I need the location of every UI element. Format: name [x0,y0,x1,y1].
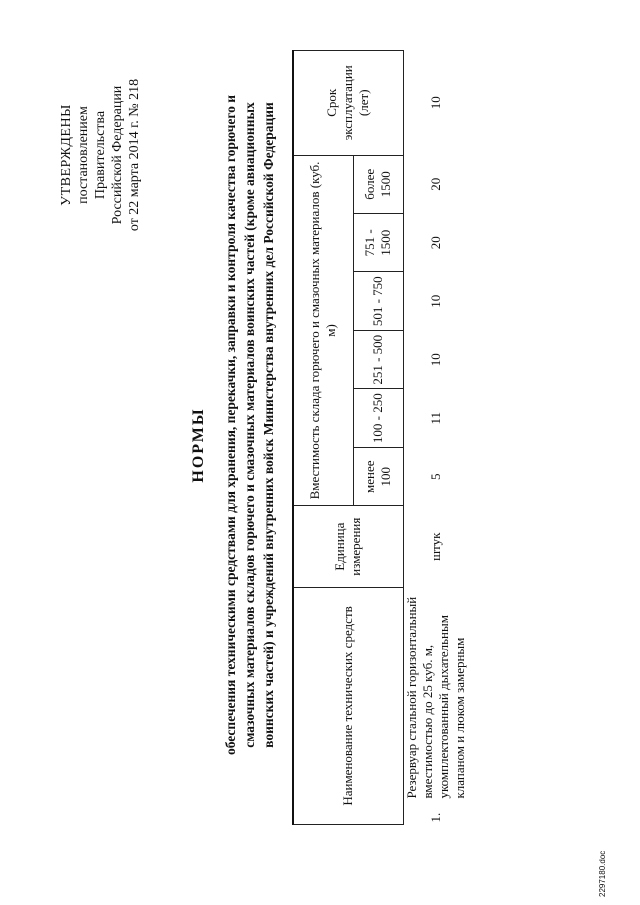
subtitle-line-1: обеспечения техническими средствами для хранения, перекачки, заправки и контроля качества горючего и [223,94,238,756]
row-term: 10 [427,96,443,110]
capacity-col-5: 751 - 1500 [353,214,403,272]
approval-line-1: постановлением Правительства [76,106,108,204]
document-heading: НОРМЫ [190,407,207,483]
capacity-col-1: менее 100 [353,447,403,505]
row-name: Резервуар стальной горизонтальный вместимостью до 25 куб. м, укомплектованный дыхательным клапаном и люком замерным [403,596,467,799]
capacity-col-6: более 1500 [353,155,403,213]
header-name: Наименование технических средств [293,587,403,824]
approval-line-3: от 22 марта 2014 г. № 218 [127,78,142,232]
row-value-5: 20 [427,236,443,250]
approval-line-2: Российской Федерации [110,85,125,225]
capacity-col-4: 501 - 750 [353,272,403,330]
row-value-2: 11 [427,411,443,425]
document-subtitle [221,75,278,775]
row-value-1: 5 [427,473,443,480]
row-value-3: 10 [427,353,443,367]
table-row [403,51,468,825]
header-unit: Единица измерения [293,506,403,587]
approval-title: УТВЕРЖДЕНЫ [59,104,74,206]
file-reference: 2297180.doc [598,850,607,897]
approval-block [58,70,143,240]
row-value-4: 10 [427,294,443,308]
subtitle-line-2: смазочных материалов складов горючего и смазочных материалов воинских частей (кроме авиационных [242,102,257,748]
subtitle-line-3: воинских частей) и учреждений внутренних войск Министерства внутренних дел Российской Федерации [261,102,276,748]
capacity-col-2: 100 - 250 [353,389,403,447]
row-value-6: 20 [427,177,443,191]
row-unit: штук [427,532,443,561]
header-capacity: Вместимость склада горючего и смазочных материалов (куб. м) [293,155,353,506]
norms-table [292,50,468,825]
row-number: 1. [427,812,443,823]
capacity-col-3: 251 - 500 [353,330,403,388]
header-term: Срок эксплуатации (лет) [293,51,403,156]
